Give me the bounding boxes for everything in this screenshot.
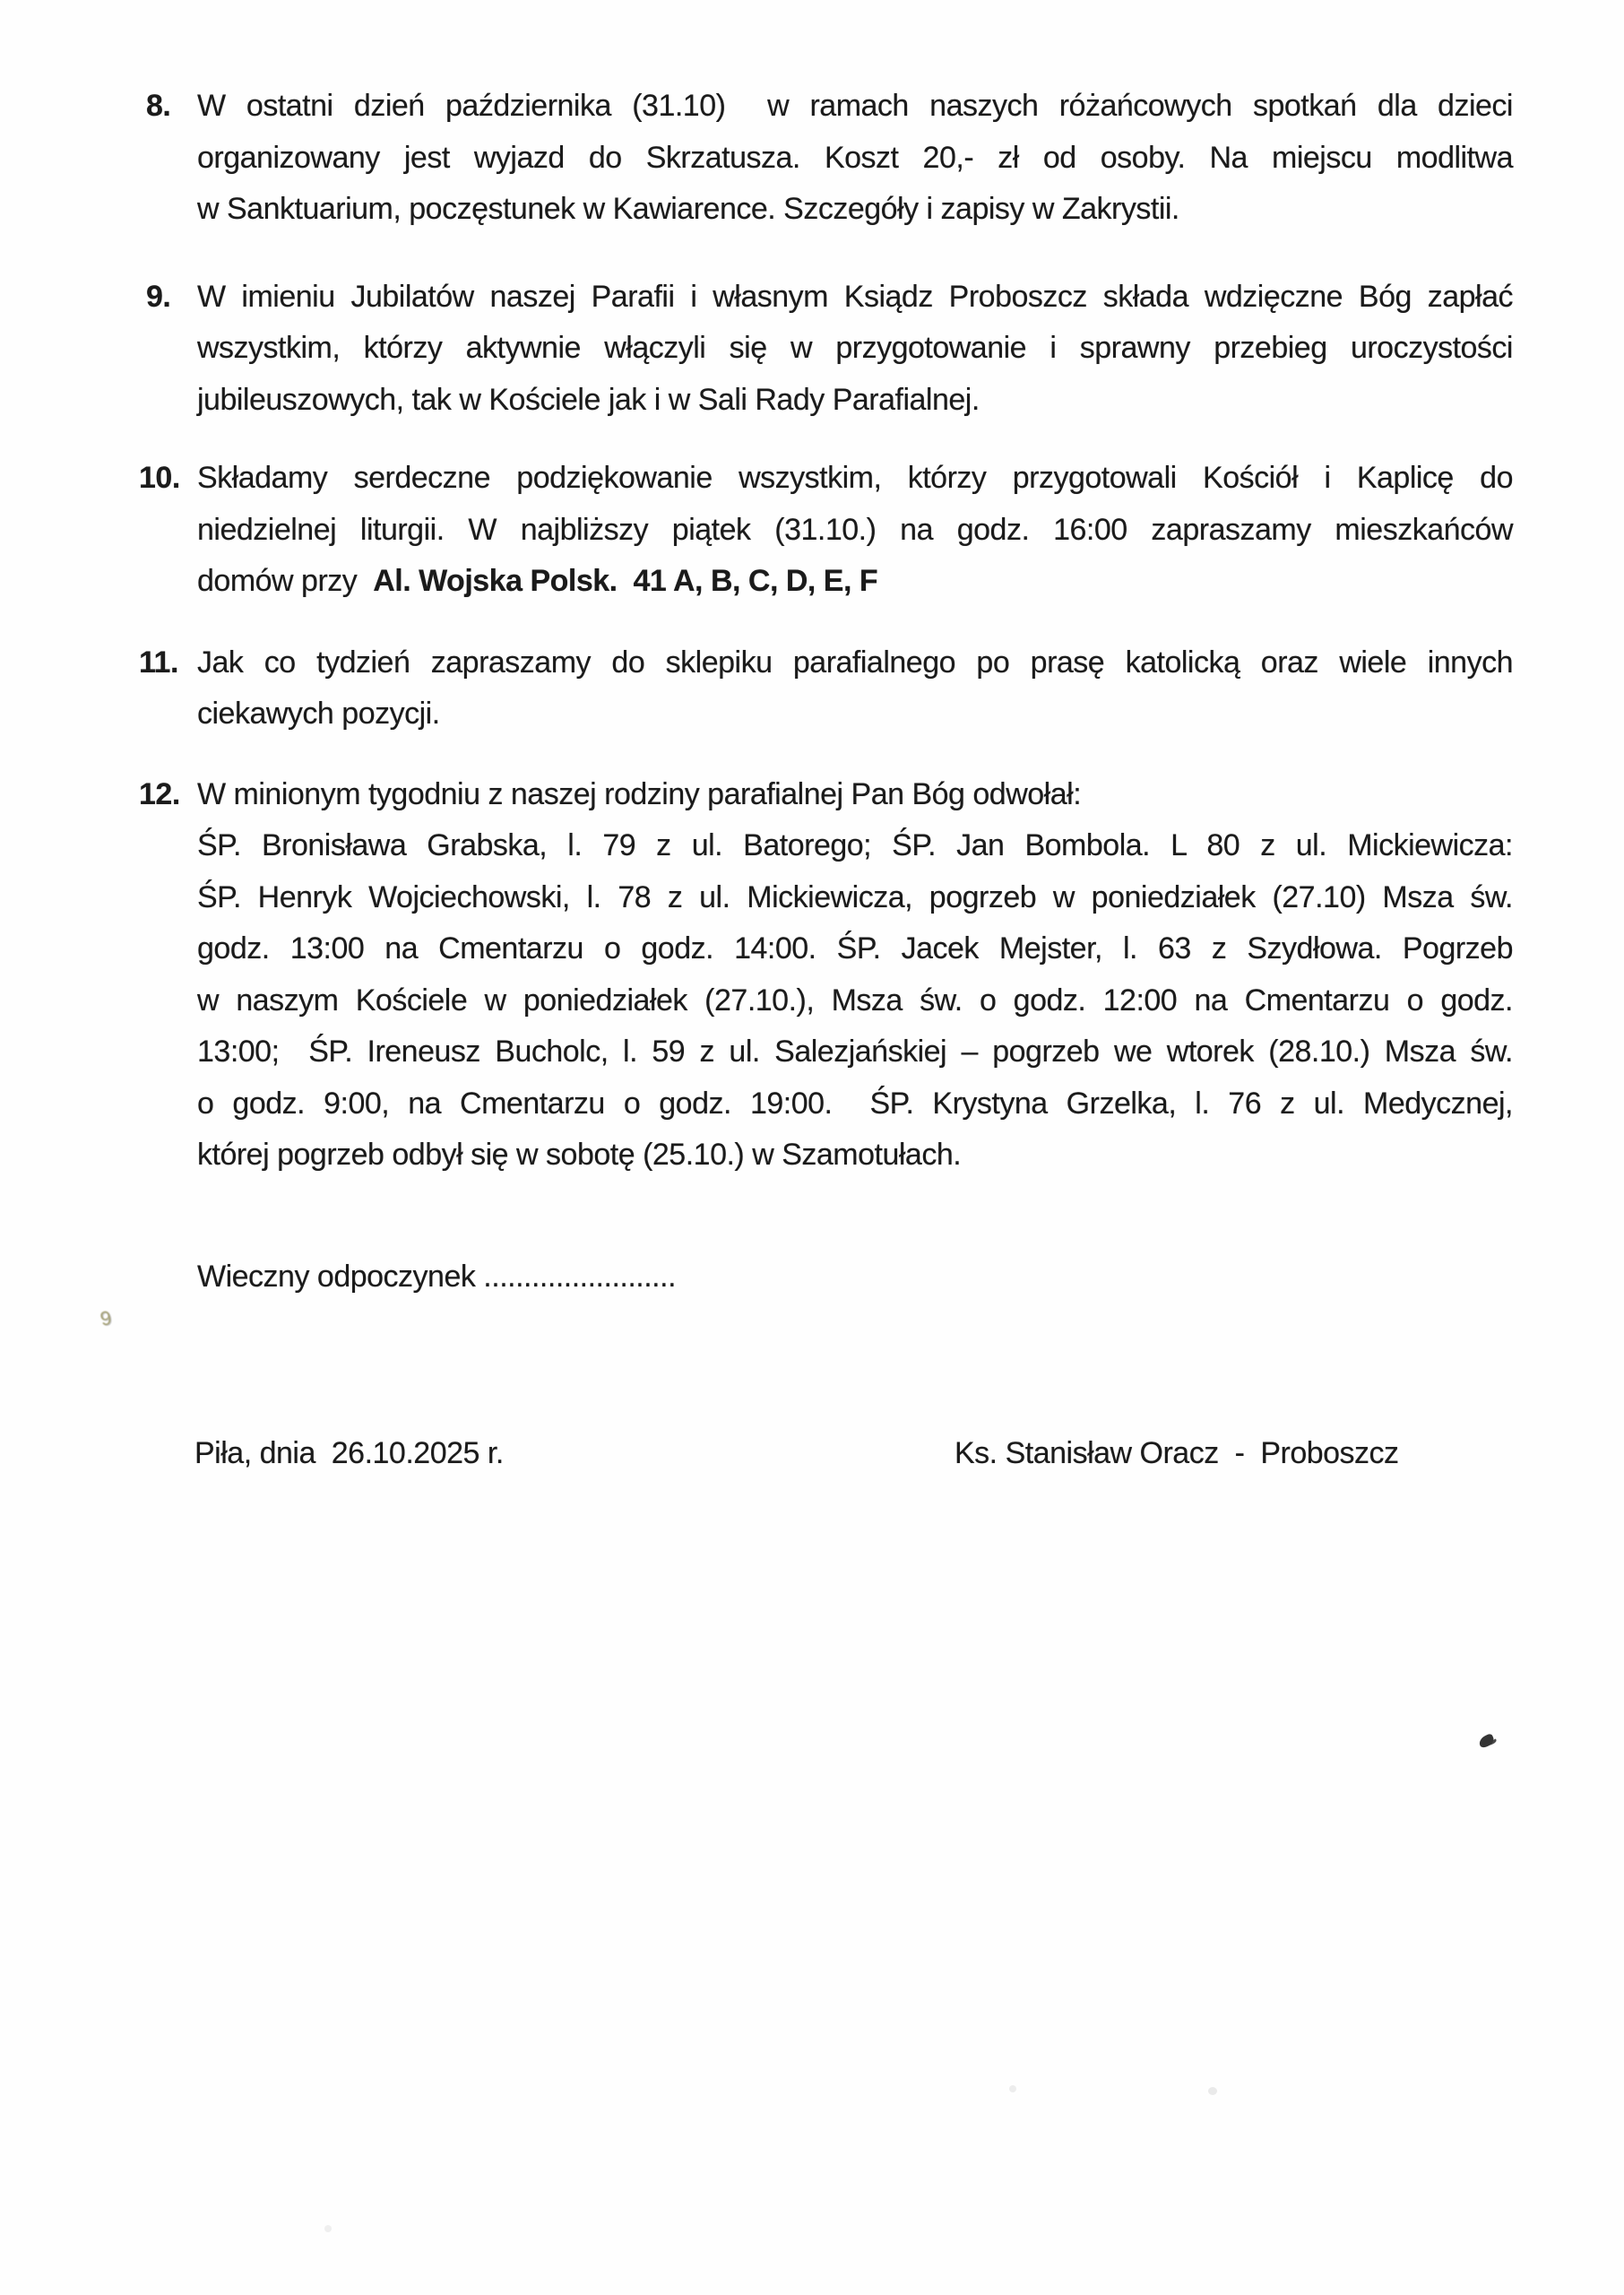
item-line bbox=[197, 505, 1513, 557]
text: której pogrzeb odbył się w sobotę (25.10.) w Szamotułach. bbox=[197, 1138, 962, 1172]
place-date-line: Piła, dnia 26.10.2025 r. bbox=[194, 1436, 504, 1470]
text: w Sanktuarium, poczęstunek w Kawiarence. Szczegóły i zapisy w Zakrystii. bbox=[197, 192, 1179, 226]
list-item bbox=[139, 637, 1513, 740]
item-number: 11. bbox=[139, 645, 178, 680]
item-number: 9. bbox=[146, 279, 171, 314]
text: ŚP. Henryk Wojciechowski, l. 78 z ul. Mickiewicza, pogrzeb w poniedziałek (27.10) Msza św. bbox=[197, 879, 1513, 914]
item-lines bbox=[197, 272, 1513, 427]
text: Jak co tydzień zapraszamy do sklepiku parafialnego po prasę katolicką oraz wiele innych bbox=[197, 645, 1513, 680]
text: wszystkim, którzy aktywnie włączyli się w przygotowanie i sprawny przebieg uroczystości bbox=[197, 331, 1513, 365]
item-number: 8. bbox=[146, 89, 171, 123]
item-lines bbox=[197, 453, 1513, 608]
item-lines bbox=[197, 637, 1513, 740]
footer-row bbox=[194, 1428, 1513, 1480]
item-line bbox=[197, 1130, 1513, 1182]
item-lines bbox=[197, 769, 1513, 1182]
item-line bbox=[197, 923, 1513, 975]
item-line bbox=[197, 820, 1513, 872]
scan-artifact bbox=[1208, 2087, 1217, 2095]
list-item bbox=[139, 453, 1513, 608]
text: Składamy serdeczne podziękowanie wszystkim, którzy przygotowali Kościół i Kaplicę do bbox=[197, 461, 1513, 495]
item-line bbox=[197, 323, 1513, 375]
item-number: 12. bbox=[139, 776, 180, 811]
text: o godz. 9:00, na Cmentarzu o godz. 19:00. ŚP. Krystyna Grzelka, l. 76 z ul. Medycznej, bbox=[197, 1086, 1513, 1121]
text: godz. 13:00 na Cmentarzu o godz. 14:00. ŚP. Jacek Mejster, l. 63 z Szydłowa. Pogrzeb bbox=[197, 931, 1513, 966]
item-line bbox=[197, 556, 1513, 608]
text: ciekawych pozycji. bbox=[197, 697, 440, 731]
item-line bbox=[197, 375, 1513, 427]
signature-line: Ks. Stanisław Oracz - Proboszcz bbox=[955, 1436, 1399, 1470]
item-line bbox=[197, 872, 1513, 924]
item-line bbox=[197, 81, 1513, 133]
text: organizowany jest wyjazd do Skrzatusza. Koszt 20,- zł od osoby. Na miejscu modlitwa bbox=[197, 140, 1513, 175]
item-line bbox=[197, 637, 1513, 689]
scan-artifact: 9 bbox=[98, 1306, 114, 1331]
item-line bbox=[197, 453, 1513, 505]
item-line bbox=[197, 133, 1513, 185]
item-line bbox=[197, 769, 1513, 821]
text: ŚP. Bronisława Grabska, l. 79 z ul. Batorego; ŚP. Jan Bombola. L 80 z ul. Mickiewicza: bbox=[197, 828, 1513, 862]
list-item bbox=[146, 272, 1513, 427]
list-item bbox=[139, 769, 1513, 1182]
bold-text: Al. Wojska Polsk. 41 A, B, C, D, E, F bbox=[373, 564, 878, 598]
text: 13:00; ŚP. Ireneusz Bucholc, l. 59 z ul. Salezjańskiej – pogrzeb we wtorek (28.10.) Msza św. bbox=[197, 1035, 1513, 1069]
scan-artifact bbox=[324, 2225, 332, 2232]
scan-artifact bbox=[1477, 1733, 1495, 1749]
text: W minionym tygodniu z naszej rodziny parafialnej Pan Bóg odwołał: bbox=[197, 776, 1082, 811]
document-content bbox=[139, 81, 1513, 1480]
item-lines bbox=[197, 81, 1513, 236]
closing-line: Wieczny odpoczynek ........................ bbox=[197, 1259, 677, 1294]
item-line bbox=[197, 272, 1513, 324]
item-line bbox=[197, 688, 1513, 740]
item-line bbox=[197, 1078, 1513, 1130]
announcements-list bbox=[139, 81, 1513, 1182]
text: domów przy bbox=[197, 564, 374, 598]
text: W ostatni dzień października (31.10) w ramach naszych różańcowych spotkań dla dzieci bbox=[197, 89, 1513, 123]
item-line bbox=[197, 975, 1513, 1027]
scan-artifact bbox=[1009, 2085, 1016, 2092]
item-line bbox=[197, 184, 1513, 236]
item-number: 10. bbox=[139, 461, 180, 495]
text: niedzielnej liturgii. W najbliższy piątek (31.10.) na godz. 16:00 zapraszamy mieszkańców bbox=[197, 512, 1513, 547]
text: jubileuszowych, tak w Kościele jak i w Sali Rady Parafialnej. bbox=[197, 382, 980, 417]
text: w naszym Kościele w poniedziałek (27.10.), Msza św. o godz. 12:00 na Cmentarzu o godz. bbox=[197, 983, 1513, 1018]
text: W imieniu Jubilatów naszej Parafii i własnym Ksiądz Proboszcz składa wdzięczne Bóg zapłać bbox=[197, 279, 1513, 314]
list-item bbox=[146, 81, 1513, 236]
item-line bbox=[197, 1026, 1513, 1078]
